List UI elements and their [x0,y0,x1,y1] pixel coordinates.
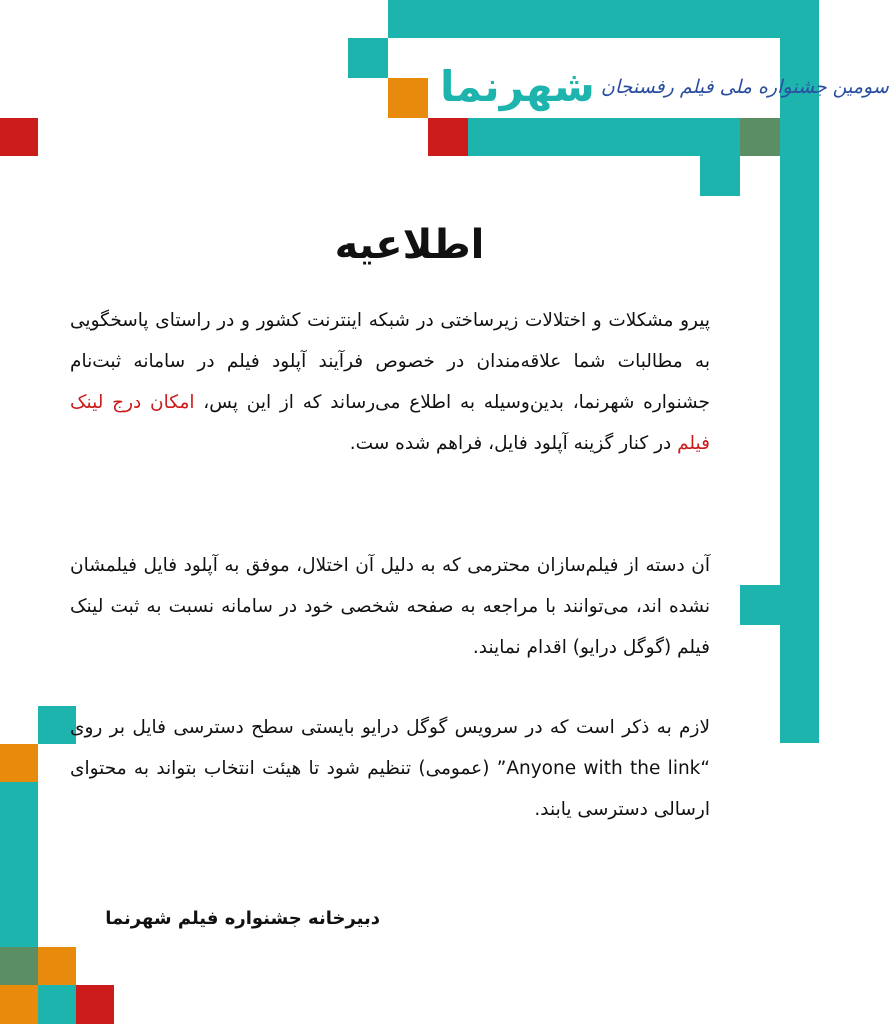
decor-block [740,118,780,156]
decor-block [388,0,819,38]
decor-block [0,947,38,985]
decor-block [780,38,819,743]
decor-block [740,585,780,625]
paragraph-3: لازم به ذکر است که در سرویس گوگل درایو بایستی سطح دسترسی فایل بر روی “Anyone with the link” (عمومی) تنظیم شود تا هیئت انتخاب بتواند به محتوای ارسالی دسترسی یابند. [70,717,710,820]
signature: دبیرخانه جشنواره فیلم شهرنما [105,908,380,929]
decor-block [0,118,38,156]
logo-mark: شهرنما [440,62,595,111]
paragraph-1 [70,300,710,464]
decor-block [0,985,38,1024]
page-title: اطلاعیه [334,222,485,268]
decor-block [388,78,428,118]
paragraph-2: آن دسته از فیلم‌سازان محترمی که به دلیل آن اختلال، موفق به آپلود فایل فیلمشان نشده اند، می‌توانند با مراجعه به صفحه شخصی خود در سامانه نسبت به ثبت لینک فیلم (گوگل درایو) اقدام نمایند. [70,555,710,658]
decor-block [348,38,388,78]
highlight-link-option: امکان درج لینک فیلم [70,392,710,454]
paragraph-1-text-end: در کنار گزینه آپلود فایل، فراهم شده ست. [349,433,678,454]
decor-block [76,985,114,1024]
logo-tagline: سومین جشنواره ملی فیلم رفسنجان [600,76,889,98]
decor-block [0,782,38,947]
decor-block [430,118,740,156]
paragraph-1-text: پیرو مشکلات و اختلالات زیرساختی در شبکه اینترنت کشور و در راستای پاسخگویی به مطالبات شما علاقه‌مندان در خصوص فرآیند آپلود فیلم در سامانه ثبت‌نام جشنواره شهرنما، بدین‌وسیله به اطلاع می‌رساند که از این پس، [70,310,710,413]
decor-block [38,947,76,985]
festival-logo [440,52,889,122]
decor-block [38,985,76,1024]
decor-block [428,118,468,156]
decor-block [0,744,38,782]
decor-block [700,156,740,196]
